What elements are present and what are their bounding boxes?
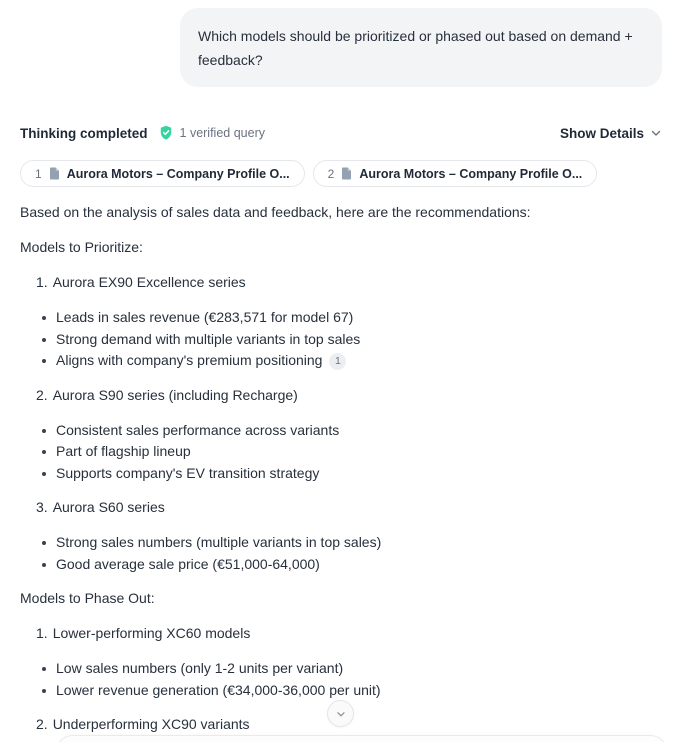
bullet-list-item <box>42 329 666 351</box>
section-heading: Models to Phase Out: <box>20 590 155 606</box>
numbered-item-number: 3. <box>36 499 48 515</box>
citation-chip-label: Aurora Motors – Company Profile O... <box>66 166 290 181</box>
numbered-item-title: Aurora EX90 Excellence series <box>52 274 246 290</box>
show-details-button[interactable] <box>560 126 662 141</box>
numbered-item-title: Aurora S90 series (including Recharge) <box>52 386 298 403</box>
verified-shield-icon <box>158 125 174 141</box>
citation-chip-number: 1 <box>35 166 42 181</box>
bullet-list <box>20 420 666 485</box>
bullet-text: Strong sales numbers (multiple variants in top sales) <box>56 534 382 550</box>
answer-intro: Based on the analysis of sales data and feedback, here are the recommendations: <box>20 204 531 220</box>
bullet-list <box>20 658 666 701</box>
numbered-list-item <box>20 623 666 644</box>
bullet-dot-icon <box>42 667 46 671</box>
bullet-list-item <box>42 441 666 463</box>
thinking-status-label: Thinking completed <box>20 125 148 141</box>
citation-chip[interactable] <box>313 160 598 187</box>
assistant-answer <box>20 202 666 742</box>
bullet-text: Good average sale price (€51,000-64,000) <box>56 555 320 572</box>
numbered-item-title: Aurora S60 series <box>52 499 165 515</box>
bullet-text: Part of flagship lineup <box>56 443 191 459</box>
bullet-dot-icon <box>42 429 46 433</box>
numbered-item-number: 2. <box>36 386 48 403</box>
bullet-dot-icon <box>42 472 46 476</box>
bullet-text: Aligns with company's premium positioning 1 <box>56 350 346 372</box>
numbered-item-title: Underperforming XC90 variants <box>52 716 250 732</box>
bullet-text: Lower revenue generation (€34,000-36,000 per unit) <box>56 681 381 698</box>
bullet-dot-icon <box>42 359 46 363</box>
bullet-list-item <box>42 532 666 554</box>
bullet-list-item <box>42 463 666 485</box>
chevron-down-icon <box>650 127 662 139</box>
bullet-text: Strong demand with multiple variants in top sales <box>56 330 361 347</box>
thinking-status-row <box>20 122 662 144</box>
numbered-list-item <box>20 385 666 406</box>
chevron-down-icon <box>335 708 347 720</box>
bullet-list-item <box>42 350 666 372</box>
bullet-list <box>20 307 666 372</box>
citation-chip-number: 2 <box>327 166 335 181</box>
citation-chips-row <box>20 160 597 187</box>
user-message-bubble <box>180 8 662 87</box>
bullet-text: Consistent sales performance across variants <box>56 421 340 438</box>
citation-chip[interactable] <box>20 160 305 187</box>
show-details-label: Show Details <box>559 125 644 141</box>
bullet-text: Low sales numbers (only 1-2 units per variant) <box>56 660 344 676</box>
citation-chip-label: Aurora Motors – Company Profile O... <box>359 166 583 181</box>
user-message-text: Which models should be prioritized or phased out based on demand + feedback? <box>198 28 633 68</box>
bullet-dot-icon <box>42 541 46 545</box>
bullet-dot-icon <box>42 316 46 320</box>
numbered-item-number: 1. <box>36 625 48 641</box>
numbered-item-number: 2. <box>36 716 48 732</box>
document-icon <box>49 167 60 180</box>
scroll-to-bottom-button[interactable] <box>327 700 354 727</box>
inline-citation-badge[interactable]: 1 <box>329 353 346 370</box>
bullet-dot-icon <box>42 689 46 693</box>
numbered-list-item <box>20 272 666 293</box>
document-icon <box>341 167 352 180</box>
chat-input[interactable] <box>55 735 668 742</box>
numbered-item-number: 1. <box>36 274 48 290</box>
bullet-list-item <box>42 554 666 576</box>
bullet-dot-icon <box>42 563 46 567</box>
bullet-list-item <box>42 658 666 680</box>
bullet-list-item <box>42 680 666 702</box>
bullet-dot-icon <box>42 450 46 454</box>
bullet-list <box>20 532 666 575</box>
numbered-list-item <box>20 497 666 518</box>
bullet-list-item <box>42 307 666 329</box>
bullet-list-item <box>42 420 666 442</box>
bullet-dot-icon <box>42 338 46 342</box>
verified-query-count: 1 verified query <box>179 126 265 140</box>
bullet-text: Leads in sales revenue (€283,571 for model 67) <box>56 309 354 325</box>
section-heading: Models to Prioritize: <box>20 239 143 255</box>
bullet-text: Supports company's EV transition strategy <box>56 464 320 481</box>
numbered-item-title: Lower-performing XC60 models <box>52 625 251 641</box>
